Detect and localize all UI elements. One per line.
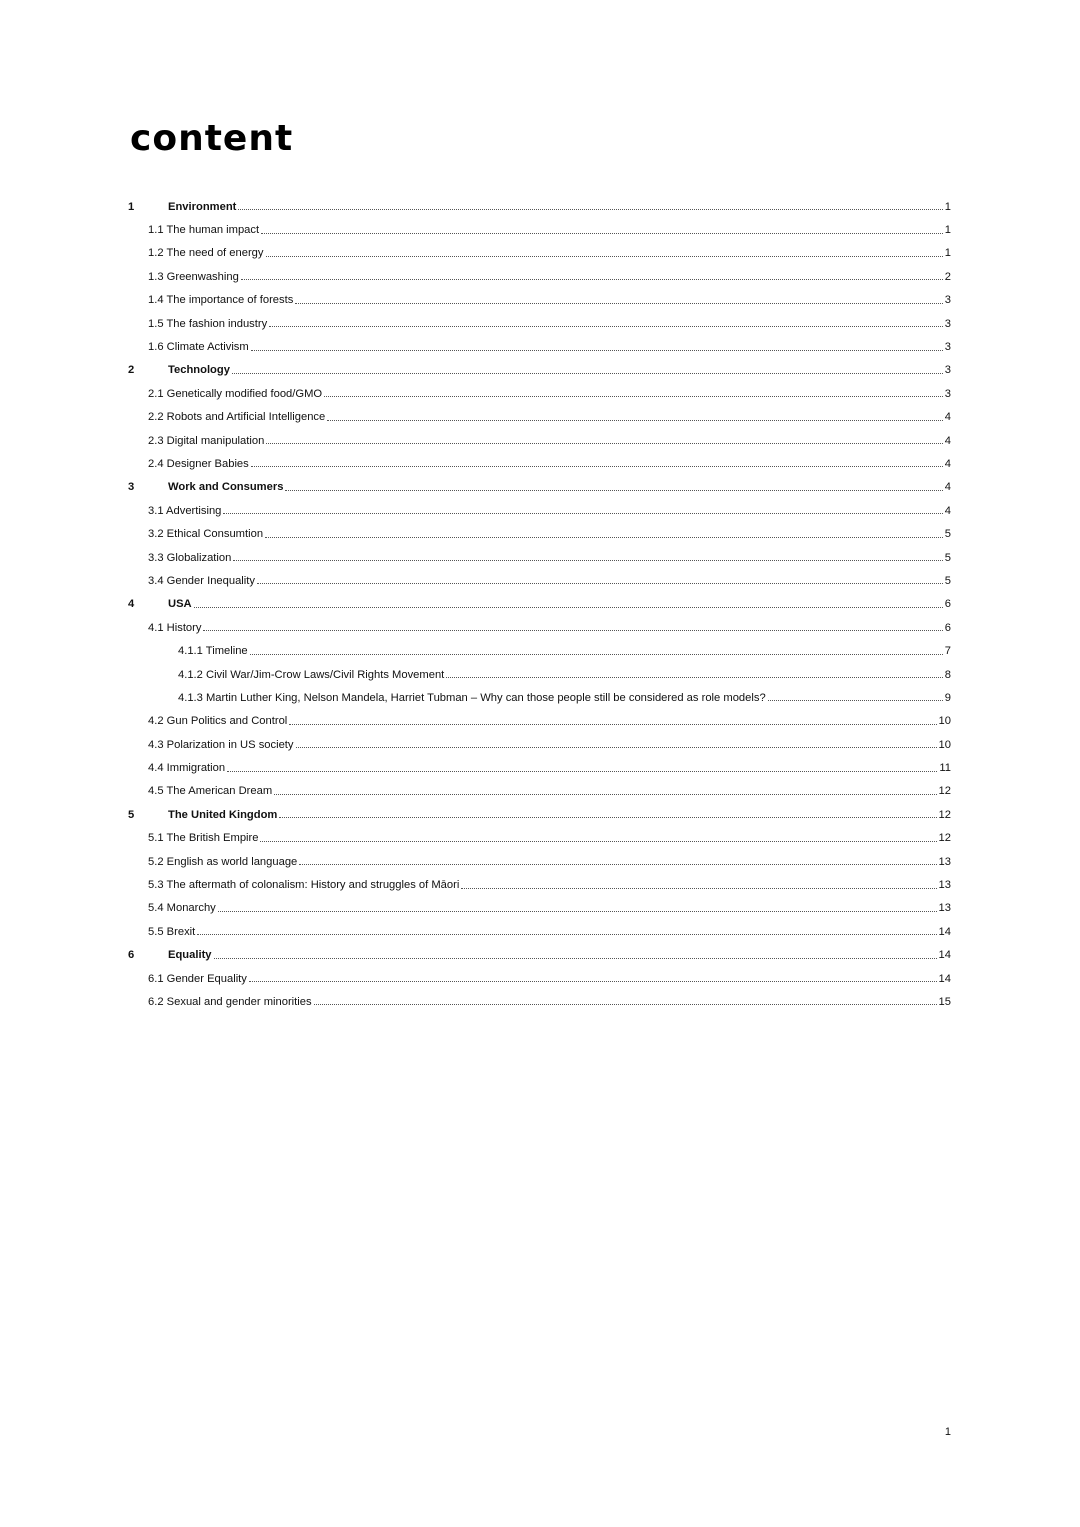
dot-leader [314, 1004, 937, 1005]
toc-entry-page: 2 [944, 270, 951, 283]
dot-leader [260, 841, 936, 842]
toc-chapter-number: 4 [128, 598, 135, 611]
dot-leader [299, 864, 936, 865]
toc-section[interactable] [128, 733, 951, 756]
toc-section[interactable] [128, 756, 951, 779]
toc-entry-label: 4.5 The American Dream [148, 785, 273, 798]
toc-chapter[interactable] [128, 593, 951, 616]
dot-leader [296, 747, 937, 748]
toc-entry-label: 5.2 English as world language [148, 855, 298, 868]
toc-entry-page: 9 [944, 691, 951, 704]
dot-leader [250, 654, 943, 655]
toc-section[interactable] [128, 686, 951, 709]
toc-section[interactable] [128, 242, 951, 265]
toc-entry-label: 1.5 The fashion industry [148, 317, 268, 330]
toc-entry-label: 3.1 Advertising [148, 504, 222, 517]
toc-entry-label: 2.2 Robots and Artificial Intelligence [148, 411, 326, 424]
dot-leader [266, 256, 943, 257]
toc-entry-label: 4.1 History [148, 621, 202, 634]
toc-entry-page: 3 [944, 294, 951, 307]
dot-leader [197, 934, 936, 935]
dot-leader [261, 233, 943, 234]
toc-entry-page: 6 [944, 598, 951, 611]
dot-leader [274, 794, 936, 795]
toc-entry-label: 3.3 Globalization [148, 551, 232, 564]
toc-section[interactable] [128, 382, 951, 405]
toc-entry-page: 13 [938, 879, 951, 892]
toc-entry-label: 2.4 Designer Babies [148, 457, 249, 470]
toc-chapter-number: 3 [128, 481, 135, 494]
toc-entry-label: Equality [168, 949, 212, 962]
toc-entry-page: 12 [938, 785, 951, 798]
toc-entry-label: 3.2 Ethical Consumtion [148, 528, 264, 541]
table-of-contents [128, 195, 951, 1014]
toc-entry-page: 1 [944, 224, 951, 237]
toc-section[interactable] [128, 522, 951, 545]
toc-entry-label: 1.3 Greenwashing [148, 270, 239, 283]
toc-entry-label: 3.4 Gender Inequality [148, 574, 255, 587]
toc-section[interactable] [128, 499, 951, 522]
toc-entry-label: USA [168, 598, 192, 611]
toc-section[interactable] [128, 827, 951, 850]
toc-section[interactable] [128, 429, 951, 452]
toc-entry-page: 14 [938, 949, 951, 962]
toc-section[interactable] [128, 406, 951, 429]
toc-section[interactable] [128, 897, 951, 920]
dot-leader [461, 888, 936, 889]
toc-entry-label: 4.2 Gun Politics and Control [148, 715, 288, 728]
toc-section[interactable] [128, 335, 951, 358]
dot-leader [241, 279, 943, 280]
toc-entry-page: 11 [939, 762, 951, 775]
toc-entry-page: 6 [944, 621, 951, 634]
dot-leader [232, 373, 943, 374]
toc-section[interactable] [128, 265, 951, 288]
toc-entry-page: 14 [938, 972, 951, 985]
toc-section[interactable] [128, 967, 951, 990]
dot-leader [327, 420, 943, 421]
dot-leader [214, 958, 937, 959]
toc-section[interactable] [128, 289, 951, 312]
toc-entry-label: 2.3 Digital manipulation [148, 434, 265, 447]
dot-leader [289, 724, 936, 725]
toc-chapter-number: 1 [128, 200, 135, 213]
toc-section[interactable] [128, 452, 951, 475]
toc-entry-label: 5.4 Monarchy [148, 902, 216, 915]
toc-section[interactable] [128, 663, 951, 686]
toc-entry-label: 5.3 The aftermath of colonalism: History and struggles of Māori [148, 879, 460, 892]
toc-entry-page: 4 [944, 504, 951, 517]
toc-entry-page: 5 [944, 528, 951, 541]
dot-leader [249, 981, 937, 982]
toc-entry-page: 5 [944, 551, 951, 564]
toc-entry-label: 5.5 Brexit [148, 925, 196, 938]
toc-entry-label: 6.1 Gender Equality [148, 972, 247, 985]
toc-entry-label: 4.1.3 Martin Luther King, Nelson Mandela, Harriet Tubman – Why can those people still be considered as role models? [178, 691, 766, 704]
dot-leader [269, 326, 943, 327]
toc-entry-page: 1 [944, 247, 951, 260]
dot-leader [266, 443, 942, 444]
dot-leader [324, 396, 943, 397]
toc-entry-label: 6.2 Sexual and gender minorities [148, 995, 312, 1008]
dot-leader [265, 537, 943, 538]
toc-section[interactable] [128, 850, 951, 873]
dot-leader [238, 209, 942, 210]
toc-entry-page: 10 [938, 738, 951, 751]
toc-section[interactable] [128, 780, 951, 803]
dot-leader [251, 466, 943, 467]
toc-entry-label: 4.4 Immigration [148, 762, 226, 775]
toc-entry-page: 4 [944, 481, 951, 494]
dot-leader [279, 817, 936, 818]
toc-chapter-number: 6 [128, 949, 135, 962]
toc-entry-page: 12 [938, 832, 951, 845]
toc-entry-label: 2.1 Genetically modified food/GMO [148, 387, 323, 400]
toc-entry-page: 7 [944, 645, 951, 658]
toc-entry-label: 4.1.2 Civil War/Jim-Crow Laws/Civil Rights Movement [178, 668, 445, 681]
toc-entry-page: 15 [938, 995, 951, 1008]
toc-entry-label: 5.1 The British Empire [148, 832, 259, 845]
dot-leader [768, 700, 943, 701]
dot-leader [446, 677, 942, 678]
toc-chapter-number: 2 [128, 364, 135, 377]
toc-chapter-number: 5 [128, 808, 135, 821]
toc-section[interactable] [128, 920, 951, 943]
toc-entry-label: 1.6 Climate Activism [148, 341, 249, 354]
dot-leader [295, 303, 942, 304]
toc-entry-label: 1.1 The human impact [148, 224, 260, 237]
document-title: content [130, 118, 294, 159]
toc-entry-label: The United Kingdom [168, 808, 278, 821]
toc-entry-page: 3 [944, 364, 951, 377]
toc-entry-page: 1 [944, 200, 951, 213]
toc-chapter[interactable] [128, 195, 951, 218]
toc-entry-label: 4.1.1 Timeline [178, 645, 248, 658]
toc-chapter[interactable] [128, 476, 951, 499]
dot-leader [257, 583, 943, 584]
toc-entry-label: Work and Consumers [168, 481, 284, 494]
toc-section[interactable] [128, 639, 951, 662]
dot-leader [233, 560, 942, 561]
toc-entry-page: 8 [944, 668, 951, 681]
toc-section[interactable] [128, 873, 951, 896]
page-number: 1 [944, 1426, 951, 1438]
toc-entry-page: 5 [944, 574, 951, 587]
toc-entry-label: 1.4 The importance of forests [148, 294, 294, 307]
toc-entry-page: 3 [944, 341, 951, 354]
toc-entry-label: 1.2 The need of energy [148, 247, 264, 260]
dot-leader [218, 911, 937, 912]
toc-section[interactable] [128, 990, 951, 1013]
toc-section[interactable] [128, 218, 951, 241]
toc-section[interactable] [128, 710, 951, 733]
toc-entry-page: 10 [938, 715, 951, 728]
toc-entry-page: 3 [944, 317, 951, 330]
toc-entry-label: Environment [168, 200, 237, 213]
toc-section[interactable] [128, 546, 951, 569]
toc-section[interactable] [128, 616, 951, 639]
toc-entry-page: 4 [944, 457, 951, 470]
toc-entry-label: 4.3 Polarization in US society [148, 738, 294, 751]
dot-leader [285, 490, 942, 491]
dot-leader [251, 350, 943, 351]
toc-entry-page: 3 [944, 387, 951, 400]
toc-section[interactable] [128, 569, 951, 592]
toc-entry-page: 13 [938, 902, 951, 915]
dot-leader [194, 607, 943, 608]
toc-entry-page: 12 [938, 808, 951, 821]
toc-entry-page: 4 [944, 411, 951, 424]
toc-section[interactable] [128, 312, 951, 335]
toc-entry-page: 14 [938, 925, 951, 938]
dot-leader [203, 630, 942, 631]
toc-chapter[interactable] [128, 944, 951, 967]
toc-chapter[interactable] [128, 359, 951, 382]
dot-leader [227, 771, 937, 772]
toc-entry-page: 13 [938, 855, 951, 868]
toc-entry-page: 4 [944, 434, 951, 447]
toc-entry-label: Technology [168, 364, 230, 377]
toc-chapter[interactable] [128, 803, 951, 826]
dot-leader [223, 513, 942, 514]
